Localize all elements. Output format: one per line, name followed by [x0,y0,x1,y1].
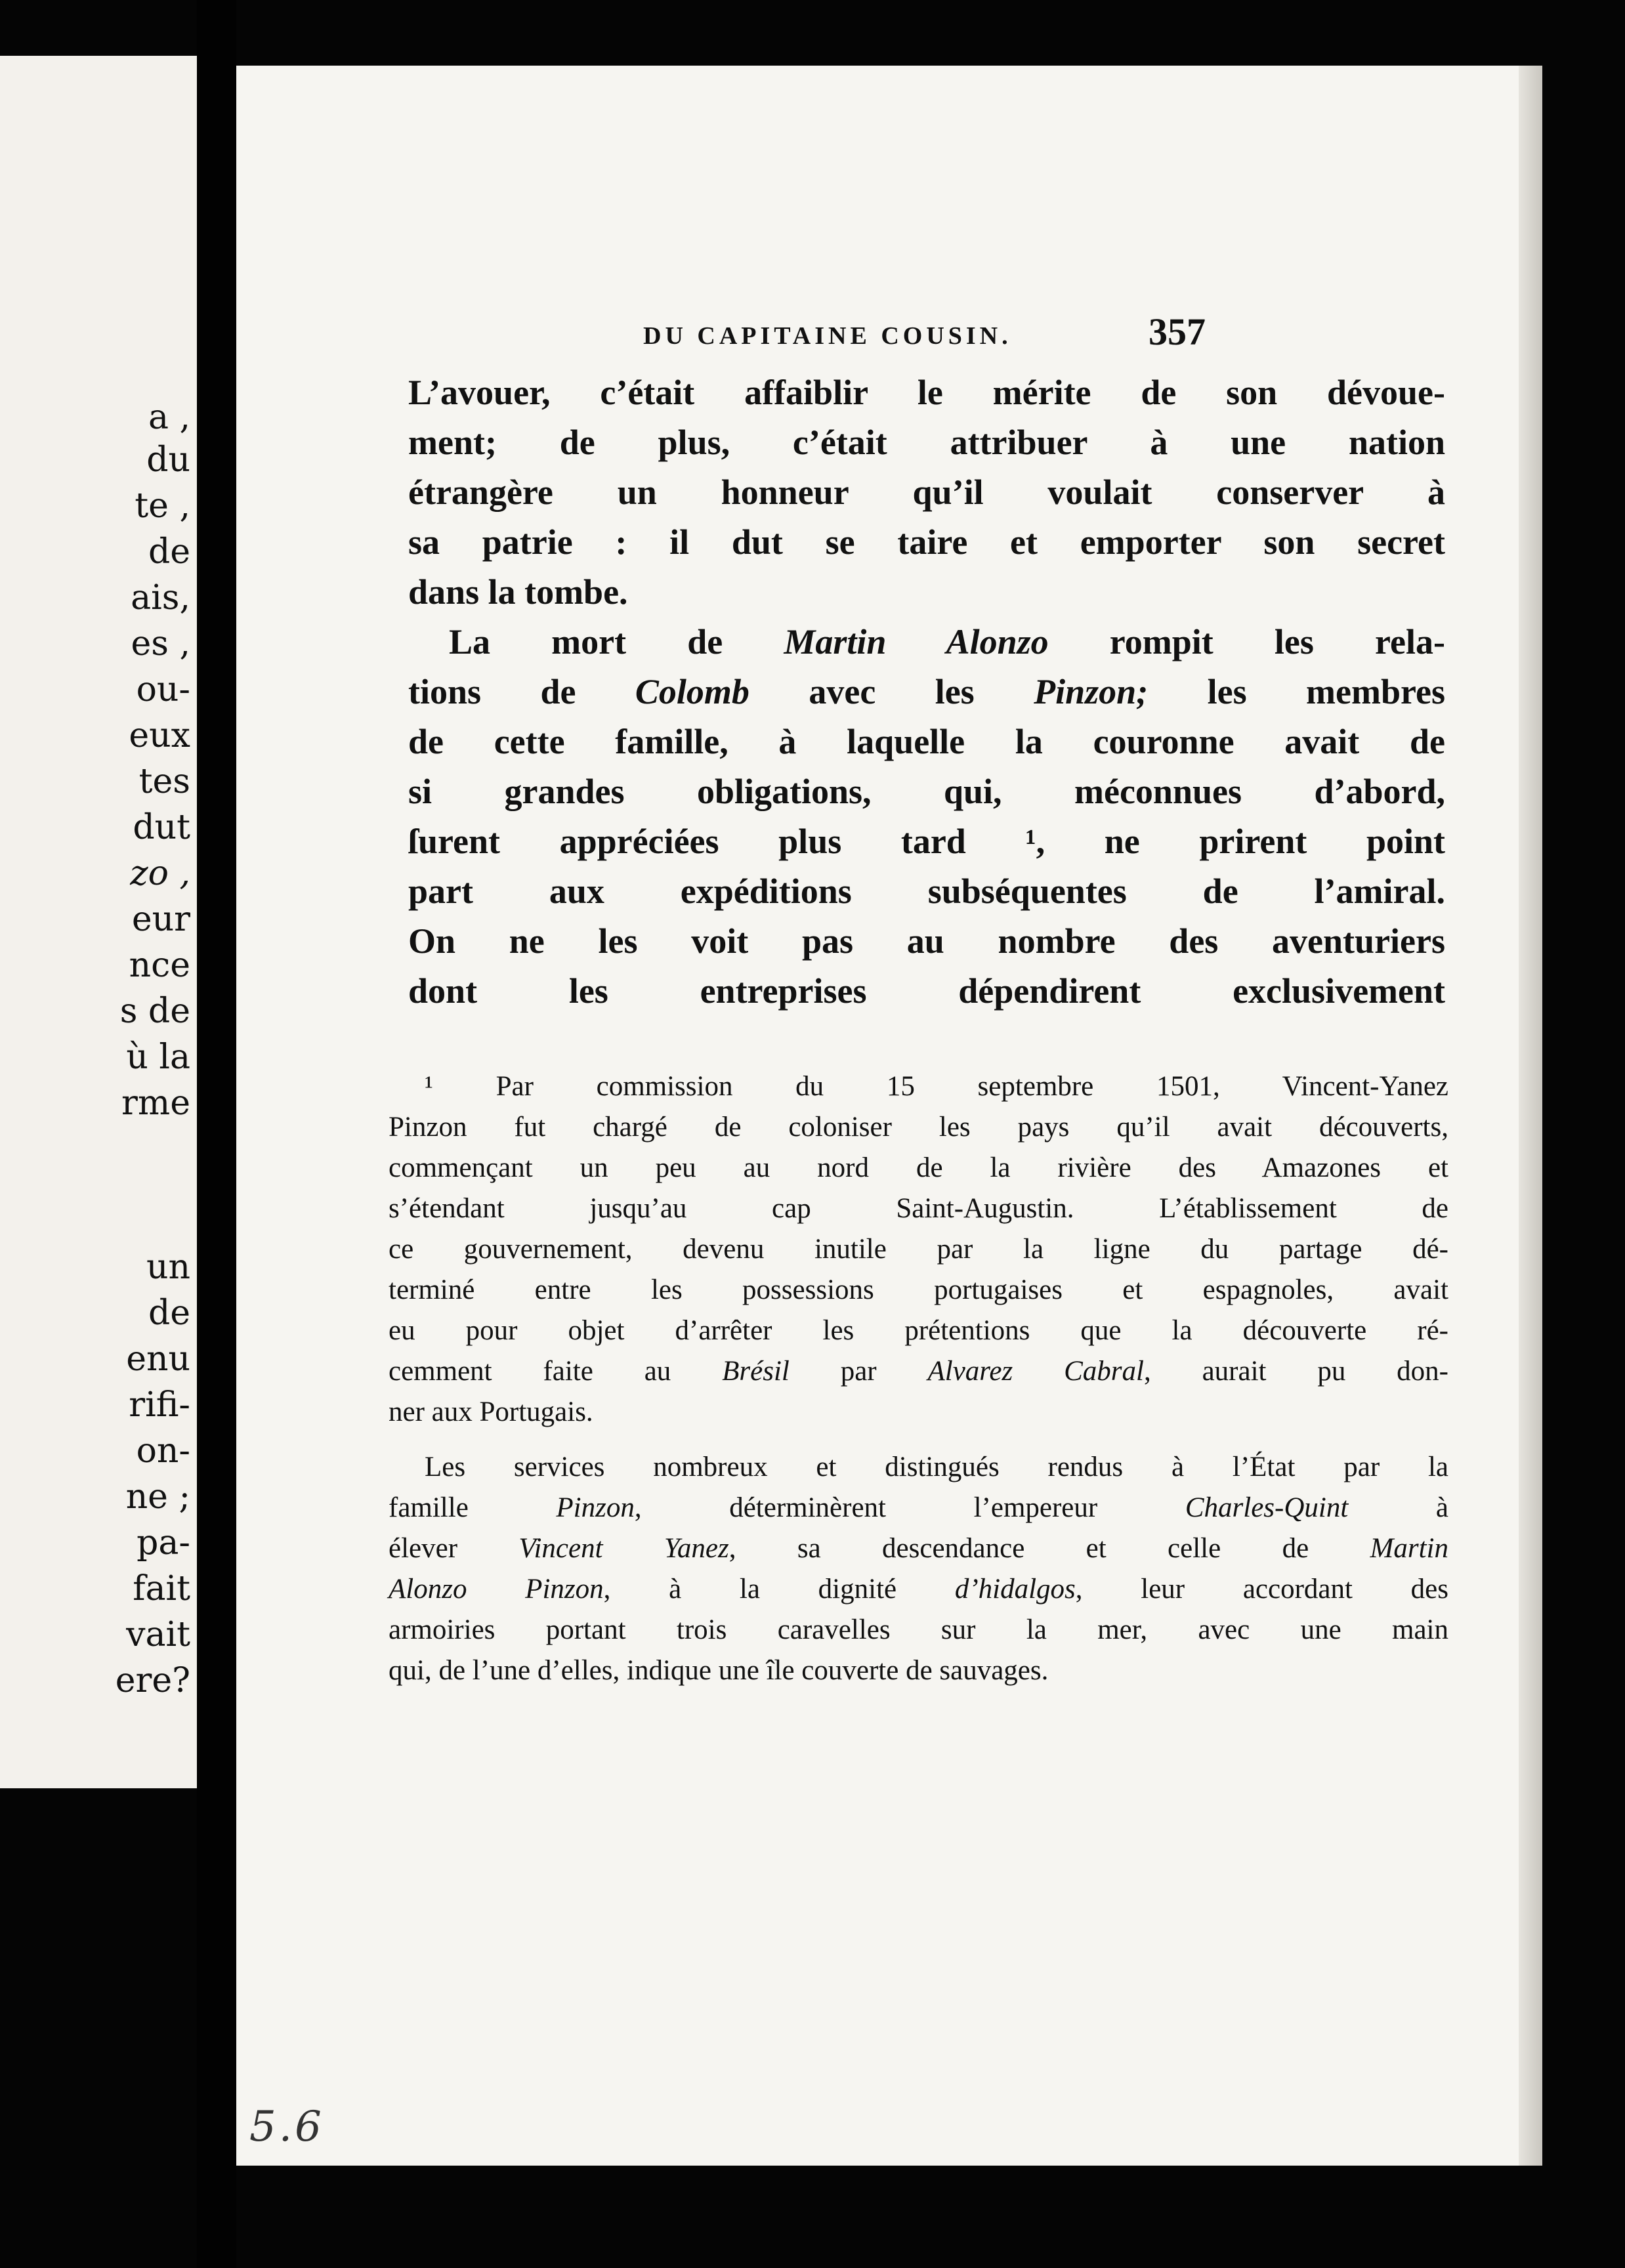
text-line: part aux expéditions subséquentes de l’amiral. [408,872,1445,911]
left-page-text: ais, [131,578,190,618]
footnote-line: Les services nombreux et distingués rendus à l’État par la [425,1452,1448,1482]
right-page [236,66,1542,2166]
left-page-text: tes [138,762,190,801]
left-page-text: on- [136,1431,190,1471]
text-line: sa patrie : il dut se taire et emporter son secret [408,522,1445,562]
left-page-text: nce [129,946,190,985]
italic-name: Alonzo Pinzon [389,1574,604,1605]
left-page-text: rme [121,1083,190,1123]
left-page-text: pa- [137,1523,190,1563]
italic-name: Martin [1370,1533,1448,1564]
left-page-text: du [146,440,190,480]
text-run: La mort de [449,622,784,662]
left-page-text: s de [119,992,190,1031]
footnote-line [389,1488,1448,1528]
footnote-line: qui, de l’une d’elles, indique une île couverte de sauvages. [389,1655,1049,1686]
text-line: dont les entreprises dépendirent exclusivement [408,971,1445,1011]
text-line: ſurent appréciées plus tard ¹, ne prirent point [408,822,1445,861]
text-line: étrangère un honneur qu’il voulait conserver à [408,472,1445,512]
text-run: famille [389,1492,557,1523]
italic-name: Brésil [722,1356,790,1387]
text-line: ment; de plus, c’était attribuer à une nation [408,423,1445,462]
left-page-text: enu [126,1339,190,1379]
footnote-line: armoiries portant trois caravelles sur la mer, avec une main [389,1614,1448,1645]
left-page-text: de [148,532,190,572]
italic-name: Vincent Yanez [518,1533,729,1564]
text-line: de cette famille, à laquelle la couronne avait de [408,722,1445,761]
footnote-line: ce gouvernement, devenu inutile par la ligne du partage dé- [389,1234,1448,1265]
text-run: tions de [408,672,635,711]
main-text-block [408,368,1445,1016]
handwritten-note: 5.6 [249,2103,324,2151]
footnote-paragraph-2 [389,1447,1448,1691]
left-page-text: eur [131,900,190,939]
text-run: , à la dignité [603,1574,955,1605]
text-run: , déterminèrent l’empereur [634,1492,1185,1523]
left-page-text: dut [133,808,190,847]
italic-name: Charles-Quint [1185,1492,1349,1523]
text-run: , leur accordant des [1075,1574,1448,1605]
left-page-text: ne ; [125,1477,190,1517]
left-page-fragment [0,56,197,1788]
text-run: cemment faite au [389,1356,723,1387]
italic-name: Colomb [635,672,749,711]
left-page-text: un [146,1248,190,1287]
text-line: On ne les voit pas au nombre des aventuriers [408,921,1445,961]
left-page-text: de [148,1293,190,1333]
left-page-text: ou- [136,670,190,709]
footnote-line: commençant un peu au nord de la rivière des Amazones et [389,1152,1448,1183]
left-page-text: ere? [115,1661,190,1700]
text-run: les membres [1148,672,1445,711]
footnote-line: eu pour objet d’arrêter les prétentions que la découverte ré- [389,1315,1448,1346]
left-page-text: vait [126,1615,190,1654]
left-page-text: es , [131,624,190,663]
italic-name: Pinzon; [1034,672,1149,711]
left-page-text: eux [129,716,190,755]
text-line [408,617,1445,667]
text-run: par [789,1356,928,1387]
italic-name: d’hidalgos [954,1574,1076,1605]
text-line [408,667,1445,717]
page-number: 357 [1149,310,1206,353]
left-page-text: zo , [130,854,190,893]
book-gutter [197,0,236,2268]
footnote-line: ner aux Portugais. [389,1396,593,1427]
text-line: dans la tombe. [408,572,628,612]
text-run: rompit les rela- [1048,622,1445,662]
running-head: DU CAPITAINE COUSIN. [643,322,1012,350]
footnote-line [389,1569,1448,1610]
footnote-line: s’étendant jusqu’au cap Saint-Augustin. L’établissement de [389,1193,1448,1224]
left-page-text: rifi- [129,1385,190,1425]
text-line: L’avouer, c’était affaiblir le mérite de son dévoue- [408,373,1445,412]
footnote-block [389,1066,1448,1691]
footnote-line: ¹ Par commission du 15 septembre 1501, Vincent-Yanez [425,1071,1448,1102]
italic-name: Pinzon [556,1492,635,1523]
italic-name: Martin Alonzo [784,622,1049,662]
left-page-text: te , [135,486,190,526]
text-line: si grandes obligations, qui, méconnues d’abord, [408,772,1445,811]
left-page-text: a , [148,398,190,437]
footnote-line [389,1528,1448,1569]
left-page-text: ù la [126,1038,190,1077]
text-run: , sa descendance et celle de [728,1533,1370,1564]
text-run: élever [389,1533,519,1564]
text-run: avec les [749,672,1034,711]
italic-name: Alvarez Cabral [927,1356,1144,1387]
page-edge [1519,66,1542,2166]
left-page-text: fait [133,1569,190,1608]
footnote-line: terminé entre les possessions portugaises et espagnoles, avait [389,1274,1448,1305]
text-run: à [1348,1492,1448,1523]
footnote-line: Pinzon fut chargé de coloniser les pays qu’il avait découverts, [389,1112,1448,1143]
text-run: , aurait pu don- [1143,1356,1448,1387]
footnote-line [389,1351,1448,1392]
